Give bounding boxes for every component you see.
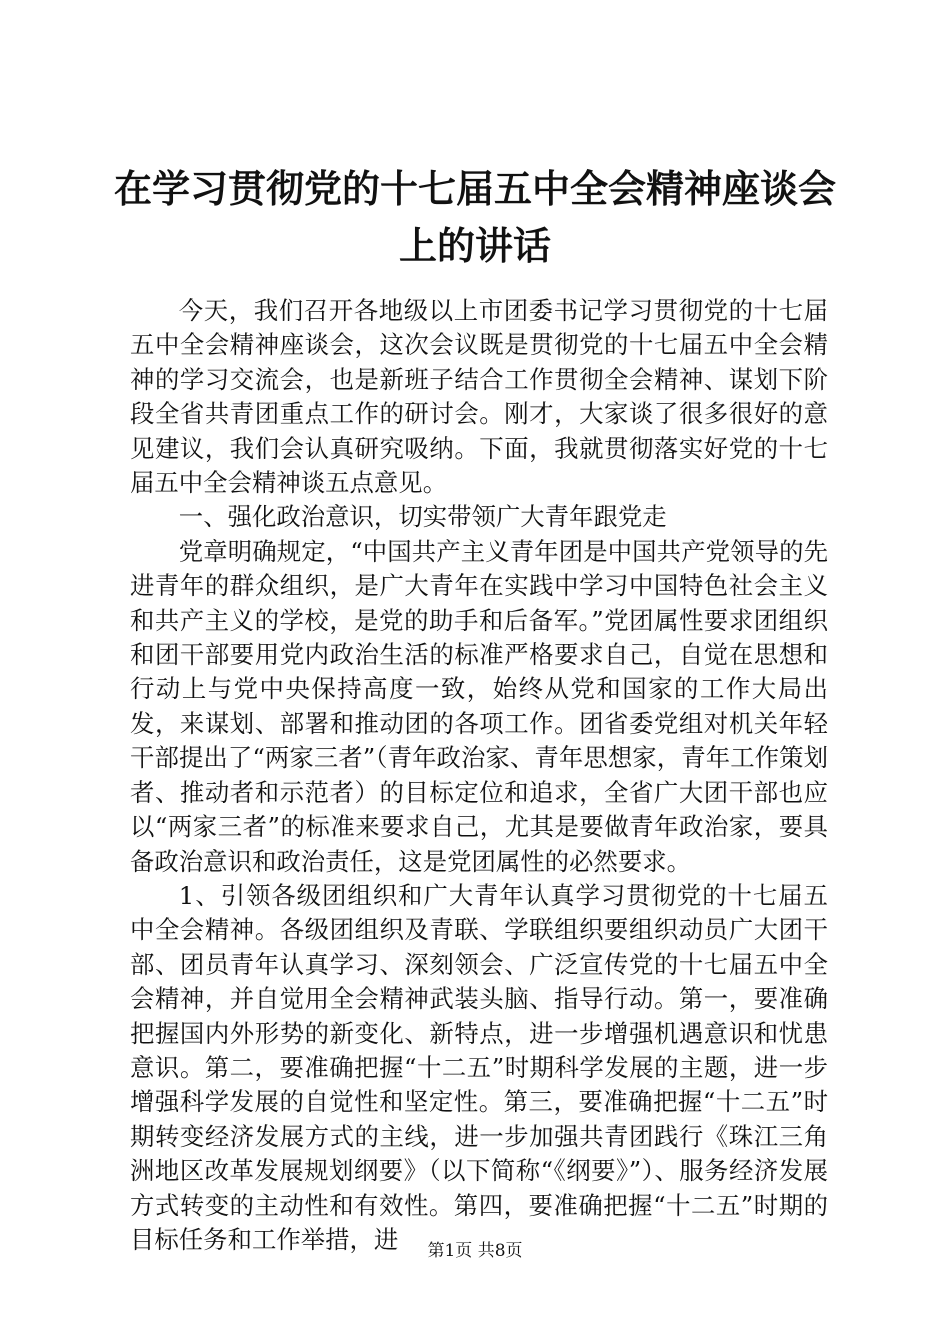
page-footer: 第1页 共8页	[427, 1241, 523, 1261]
paragraph-item-1: 1、引领各级团组织和广大青年认真学习贯彻党的十七届五中全会精神。各级团组织及青联、学联组织要组织动员广大团干部、团员青年认真学习、深刻领会、广泛宣传党的十七届五中全会精神，并自觉用全会精神武装头脑、指导行动。第一，要准确把握国内外形势的新变化、新特点，进一步增强机遇意识和忧患意识。第二，要准确把握“十二五”时期科学发展的主题，进一步增强科学发展的自觉性和坚定性。第三，要准确把握“十二五”时期转变经济发展方式的主线，进一步加强共青团践行《珠江三角洲地区改革发展规划纲要》（以下简称“《纲要》”）、服务经济发展方式转变的主动性和有效性。第四，要准确把握“十二五”时期的目标任务和工作举措，进	[130, 880, 828, 1254]
document-body	[130, 294, 828, 1257]
document-title: 在学习贯彻党的十七届五中全会精神座谈会上的讲话	[113, 166, 836, 268]
paragraph-party-charter: 党章明确规定，“中国共产主义青年团是中国共产党领导的先进青年的群众组织，是广大青年在实践中学习中国特色社会主义和共产主义的学校，是党的助手和后备军。”党团属性要求团组织和团干部要用党内政治生活的标准严格要求自己，自觉在思想和行动上与党中央保持高度一致，始终从党和国家的工作大局出发，来谋划、部署和推动团的各项工作。团省委党组对机关年轻干部提出了“两家三者”（青年政治家、青年思想家，青年工作策划者、推动者和示范者）的目标定位和追求，全省广大团干部也应以“两家三者”的标准来要求自己，尤其是要做青年政治家，要具备政治意识和政治责任，这是党团属性的必然要求。	[130, 536, 828, 876]
section-heading-1: 一、强化政治意识，切实带领广大青年跟党走	[178, 502, 667, 532]
paragraph-intro: 今天，我们召开各地级以上市团委书记学习贯彻党的十七届五中全会精神座谈会，这次会议既是贯彻党的十七届五中全会精神的学习交流会，也是新班子结合工作贯彻全会精神、谋划下阶段全省共青团重点工作的研讨会。刚才，大家谈了很多很好的意见建议，我们会认真研究吸纳。下面，我就贯彻落实好党的十七届五中全会精神谈五点意见。	[130, 296, 828, 498]
